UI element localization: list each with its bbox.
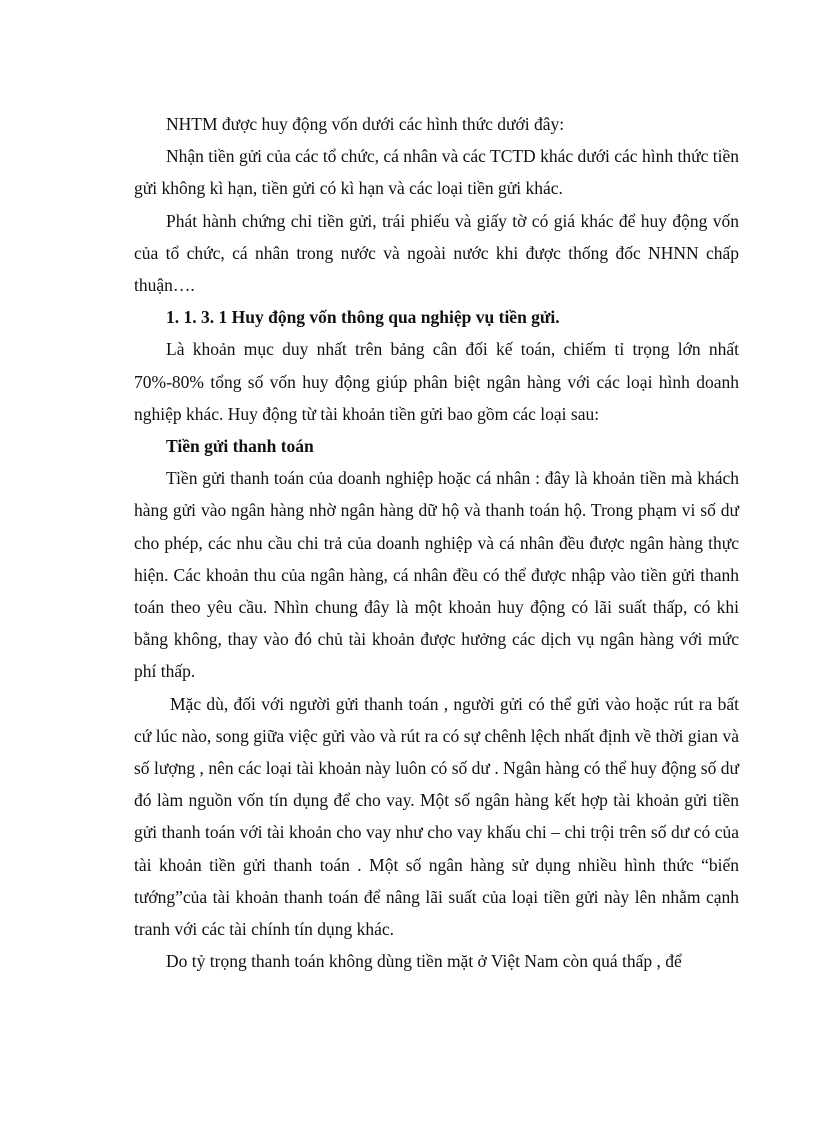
- paragraph-deposit-receipt: Nhận tiền gửi của các tổ chức, cá nhân và các TCTD khác dưới các hình thức tiền gửi không kì hạn, tiền gửi có kì hạn và các loại tiền gửi khác.: [134, 146, 739, 199]
- paragraph-cashless-ratio: Do tỷ trọng thanh toán không dùng tiền mặt ở Việt Nam còn quá thấp , để: [166, 951, 682, 972]
- paragraph-payment-deposit-definition: Tiền gửi thanh toán của doanh nghiệp hoặc cá nhân : đây là khoản tiền mà khách hàng gửi vào ngân hàng nhờ ngân hàng dữ hộ và thanh toán hộ. Trong phạm vi số dư cho phép, các nhu cầu chi trả của doanh nghiệp và cá nhân đều được ngân hàng thực hiện. Các khoản thu của ngân hàng, cá nhân đều có thể được nhập vào tiền gửi thanh toán theo yêu cầu. Nhìn chung đây là một khoản huy động có lãi suất thấp, có khi bằng không, thay vào đó chủ tài khoản được hưởng các dịch vụ ngân hàng với mức phí thấp.: [134, 468, 739, 682]
- paragraph-payment-deposit-balance: Mặc dù, đối với người gửi thanh toán , người gửi có thể gửi vào hoặc rút ra bất cứ lúc nào, song giữa việc gửi vào và rút ra có sự chênh lệch nhất định về thời gian và số lượng , nên các loại tài khoản này luôn có số dư . Ngân hàng có thể huy động số dư đó làm nguồn vốn tín dụng để cho vay. Một số ngân hàng kết hợp tài khoản gửi tiền gửi thanh toán với tài khoản cho vay như cho vay khấu chi – chi trội trên số dư có của tài khoản tiền gửi thanh toán . Một số ngân hàng sử dụng nhiều hình thức “biến tướng”của tài khoản thanh toán để nâng lãi suất của loại tiền gửi này lên nhằm cạnh tranh với các tài chính tín dụng khác.: [134, 693, 739, 940]
- subheading-payment-deposit: Tiền gửi thanh toán: [166, 436, 314, 457]
- document-body: [134, 108, 739, 977]
- paragraph-balance-sheet-item: Là khoản mục duy nhất trên bảng cân đối kế toán, chiếm tỉ trọng lớn nhất 70%-80% tổng số vốn huy động giúp phân biệt ngân hàng với các loại hình doanh nghiệp khác. Huy động từ tài khoản tiền gửi bao gồm các loại sau:: [134, 339, 739, 424]
- paragraph-intro: NHTM được huy động vốn dưới các hình thức dưới đây:: [166, 114, 565, 134]
- section-heading-deposit-mobilization: 1. 1. 3. 1 Huy động vốn thông qua nghiệp vụ tiền gửi.: [166, 307, 560, 328]
- paragraph-certificate-issuance: Phát hành chứng chỉ tiền gửi, trái phiếu và giấy tờ có giá khác để huy động vốn của tổ chức, cá nhân trong nước và ngoài nước khi được thống đốc NHNN chấp thuận….: [134, 210, 739, 296]
